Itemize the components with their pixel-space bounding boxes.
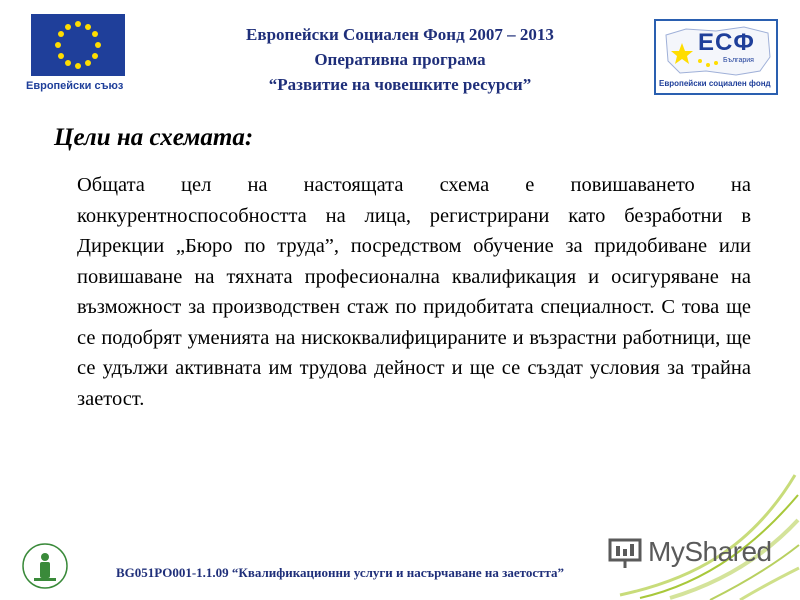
presentation-icon [608,538,642,570]
esf-country: България [723,57,754,64]
esf-caption: Европейски социален фонд [659,79,771,88]
esf-text: ЕСФ [698,29,755,56]
watermark-text: MyShared [648,536,772,567]
section-title: Цели на схемата: [54,124,254,151]
page-header [160,22,640,97]
agency-logo-icon [20,540,70,592]
footer-text: BG051PO001-1.1.09 “Квалификационни услуги и насърчаване на заетостта” [116,565,565,580]
esf-logo [654,19,778,95]
decorative-swirl-icon [600,470,800,600]
eu-logo [26,14,130,92]
header-line-1: Европейски Социален Фонд 2007 – 2013 [246,25,554,44]
eu-caption: Европейски съюз [26,80,124,92]
eu-flag-icon [31,14,125,76]
body-paragraph: Общата цел на настоящата схема е повишаването на конкурентноспособността на лица, регистрирани като безработни в Дирекции „Бюро по труда”, посредством обучение за придобиване или повишаване на тяхната професионална квалификация и осигуряване на възможност за производствен стаж по придобитата специалност. С това ще се подобрят уменията на нискоквалифицираните и възрастни работници, ще се удължи активната им трудова дейност и ще се създат условия за трайна заетост. [77,174,751,410]
header-line-3: “Развитие на човешките ресурси” [268,75,532,94]
header-line-2: Оперативна програма [314,50,486,69]
